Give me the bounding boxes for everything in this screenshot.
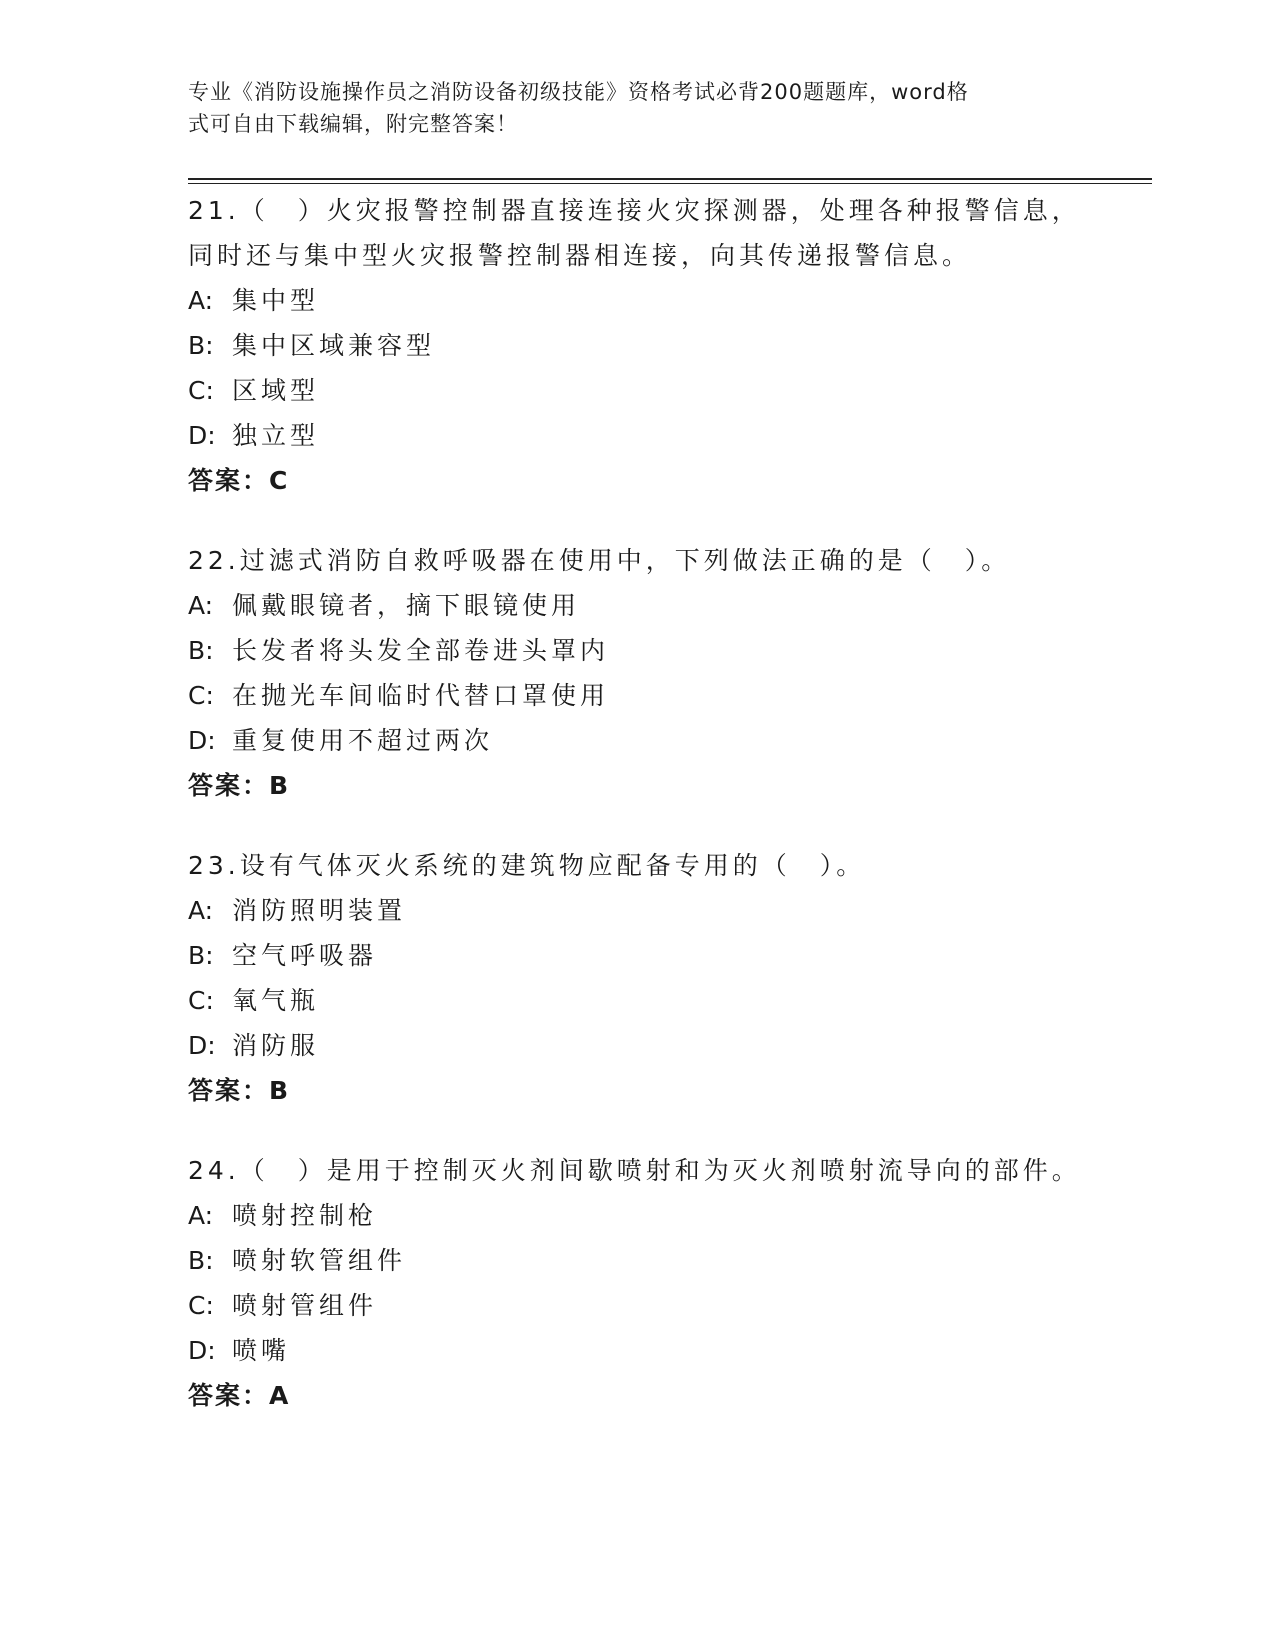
option-letter: C:	[188, 986, 214, 1015]
question-stem-line-1: 23.设有气体灭火系统的建筑物应配备专用的（ ）。	[188, 851, 866, 880]
option-a	[188, 1193, 1088, 1238]
document-header	[188, 76, 1068, 140]
option-letter: B:	[188, 1246, 214, 1275]
question-stem-line-2: 同时还与集中型火灾报警控制器相连接，向其传递报警信息。	[188, 241, 972, 270]
option-letter: C:	[188, 376, 214, 405]
answer: 答案：B	[188, 771, 291, 800]
option-c	[188, 1283, 1088, 1328]
option-b	[188, 628, 1088, 673]
option-letter: D:	[188, 726, 216, 755]
option-c	[188, 673, 1088, 718]
option-text: 集中型	[232, 286, 320, 315]
option-letter: C:	[188, 681, 214, 710]
option-letter: D:	[188, 1031, 216, 1060]
question-21	[188, 188, 1088, 503]
option-c	[188, 368, 1088, 413]
option-c	[188, 978, 1088, 1023]
option-text: 集中区域兼容型	[232, 331, 436, 360]
header-divider-thin	[188, 183, 1152, 184]
header-line-1: 专业《消防设施操作员之消防设备初级技能》资格考试必背200题题库，word格	[188, 80, 969, 104]
option-text: 独立型	[232, 421, 320, 450]
option-letter: D:	[188, 421, 216, 450]
option-letter: B:	[188, 331, 214, 360]
question-stem-line-1: 22.过滤式消防自救呼吸器在使用中，下列做法正确的是（ ）。	[188, 546, 1011, 575]
option-text: 在抛光车间临时代替口罩使用	[232, 681, 610, 710]
header-divider-thick	[188, 178, 1152, 180]
option-a	[188, 583, 1088, 628]
option-b	[188, 933, 1088, 978]
question-22	[188, 538, 1088, 808]
option-text: 重复使用不超过两次	[232, 726, 494, 755]
option-letter: A:	[188, 286, 214, 315]
option-d	[188, 1328, 1088, 1373]
option-letter: B:	[188, 636, 214, 665]
option-text: 喷嘴	[232, 1336, 291, 1365]
option-text: 空气呼吸器	[232, 941, 378, 970]
option-a	[188, 278, 1088, 323]
question-stem-line-1: 24.（ ）是用于控制灭火剂间歇喷射和为灭火剂喷射流导向的部件。	[188, 1156, 1081, 1185]
option-b	[188, 323, 1088, 368]
option-letter: C:	[188, 1291, 214, 1320]
option-text: 消防照明装置	[232, 896, 407, 925]
question-23	[188, 843, 1088, 1113]
question-24	[188, 1148, 1088, 1418]
option-text: 区域型	[232, 376, 320, 405]
option-text: 喷射管组件	[232, 1291, 378, 1320]
answer: 答案：C	[188, 466, 290, 495]
option-text: 佩戴眼镜者，摘下眼镜使用	[232, 591, 581, 620]
option-text: 氧气瓶	[232, 986, 320, 1015]
option-text: 消防服	[232, 1031, 320, 1060]
option-b	[188, 1238, 1088, 1283]
option-a	[188, 888, 1088, 933]
option-d	[188, 413, 1088, 458]
answer: 答案：B	[188, 1076, 291, 1105]
option-letter: A:	[188, 591, 214, 620]
option-d	[188, 1023, 1088, 1068]
option-letter: A:	[188, 896, 214, 925]
option-letter: B:	[188, 941, 214, 970]
answer: 答案：A	[188, 1381, 291, 1410]
question-stem-line-1: 21.（ ）火灾报警控制器直接连接火灾探测器，处理各种报警信息，	[188, 196, 1081, 225]
option-text: 喷射控制枪	[232, 1201, 378, 1230]
option-text: 喷射软管组件	[232, 1246, 407, 1275]
option-d	[188, 718, 1088, 763]
option-letter: A:	[188, 1201, 214, 1230]
option-text: 长发者将头发全部卷进头罩内	[232, 636, 610, 665]
option-letter: D:	[188, 1336, 216, 1365]
header-line-2: 式可自由下载编辑，附完整答案！	[188, 112, 518, 136]
